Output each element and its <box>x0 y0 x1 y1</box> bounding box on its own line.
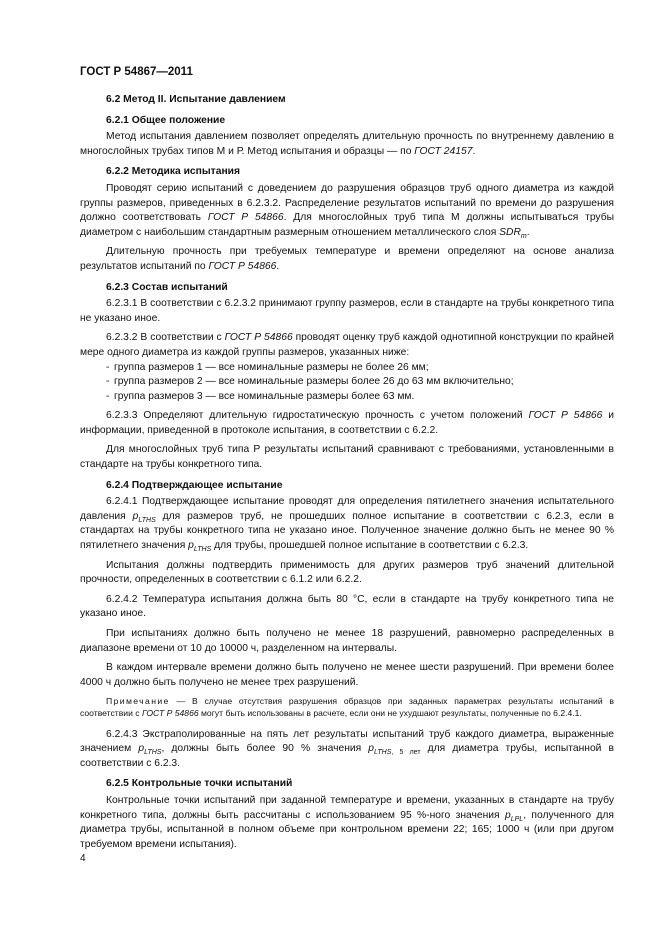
paragraph-6-2-5: Контрольные точки испытаний при заданной температуре и времени, указанных в стандарте на трубу конкретного типа, должны быть рассчитаны с использованием 95 %-ного значения $p_{LPL}$, полученного для диаметра трубы, испытанной в полном объеме при контрольном времени 22; 165; 1000 ч (или при другом требуемом времени испытания). <box>80 794 615 850</box>
note-label: Примечание <box>106 696 170 707</box>
paragraph-6-2-3-1: 6.2.3.1 В соответствии с 6.2.3.2 принимают группу размеров, если в стандарте на трубы конкретного типа не указано иное. <box>80 298 614 324</box>
subsection-title-6-2-3: 6.2.3 Состав испытаний <box>106 281 228 293</box>
standard-reference: ГОСТ Р 54866 <box>207 212 284 224</box>
paragraph-6-2-2-a: Проводят серию испытаний с доведением до разрушения образцов труб одного диаметра из каждой группы размеров, приведенных в 6.2.3.2. Распределение результатов испытаний по времени до разрушения должно соответствовать ГОСТ Р 54866. Для многослойных труб типа М должны испытываться трубы диаметром с наибольшим стандартным размерным отношением металлического слоя $SDR_m$. <box>80 182 614 240</box>
document-header: ГОСТ Р 54867—2011 <box>80 66 193 78</box>
list-item: - группа размеров 1 — все номинальные размеры не более 26 мм; <box>106 361 429 373</box>
standard-reference: ГОСТ Р 54866 <box>208 260 277 272</box>
standard-reference: ГОСТ 24157 <box>414 145 473 157</box>
paragraph-6-2-4-3: 6.2.4.3 Экстраполированные на пять лет результаты испытаний труб каждого диаметра, выраженные значением $p_{LTHS}$, должны быть более 90 % значения $p_{LTHS, 5 лет}$ для диаметра трубы, испытанной в соответствии с 6.2.3. <box>80 728 614 769</box>
standard-reference: ГОСТ Р 54866 <box>224 332 293 344</box>
subsection-title-6-2-2: 6.2.2 Методика испытания <box>106 166 240 178</box>
standard-reference: ГОСТ Р 54866 <box>528 410 603 422</box>
subsection-title-6-2-4: 6.2.4 Подтверждающее испытание <box>106 479 283 491</box>
list-item: - группа размеров 3 — все номинальные размеры более 63 мм. <box>106 390 415 402</box>
paragraph-6-2-4-p3: При испытаниях должно быть получено не менее 18 разрушений, равномерно распределенных в диапазоне времени от 10 до 10000 ч, разделенном на интервалы. <box>80 628 614 654</box>
paragraph-6-2-3-2: 6.2.3.2 В соответствии с ГОСТ Р 54866 проводят оценку труб каждой однотипной конструкции по крайней мере одного диаметра из каждой группы размеров, указанных ниже: <box>80 332 614 358</box>
section-heading-6-2: 6.2 Метод II. Испытание давлением <box>106 94 286 105</box>
paragraph-6-2-4-p4: В каждом интервале времени должно быть получено не менее шести разрушений. При времени более 4000 ч должно быть получено не менее трех разрушений. <box>80 662 614 688</box>
paragraph-6-2-3-3: 6.2.3.3 Определяют длительную гидростатическую прочность с учетом положений ГОСТ Р 54866 и информации, приведенной в протоколе испытания, в соответствии с 6.2.2. <box>80 410 615 436</box>
standard-reference: ГОСТ Р 54866 <box>141 707 199 718</box>
subsection-title-6-2-5: 6.2.5 Контрольные точки испытаний <box>106 778 293 790</box>
paragraph-6-2-1: Метод испытания давлением позволяет определять длительную прочность по внутреннему давлению в многослойных трубах типов М и Р. Метод испытания и образцы — по ГОСТ 24157. <box>80 131 614 157</box>
list-item: - группа размеров 2 — все номинальные размеры более 26 до 63 мм включительно; <box>106 376 514 388</box>
page-number: 4 <box>80 853 86 864</box>
note-block: Примечание — В случае отсутствия разрушения образцов при заданных параметрах результаты испытаний в соответствии с ГОСТ Р 54866 могут быть использованы в расчете, если они не ухудшают результаты, полученные по 6.2.4.1. <box>80 696 614 718</box>
paragraph-6-2-4-p2: Испытания должны подтвердить применимость для других размеров труб значений длительной прочности, определенных в соответствии с 6.1.2 или 6.2.2. <box>80 559 614 586</box>
subsection-title-6-2-1: 6.2.1 Общее положение <box>106 114 226 126</box>
paragraph-6-2-4-2: 6.2.4.2 Температура испытания должна быть 80 °С, если в стандарте на трубу конкретного типа не указано иное. <box>80 593 614 620</box>
paragraph-6-2-3-p: Для многослойных труб типа Р результаты испытаний сравнивают с требованиями, установленными в стандарте на трубы конкретного типа. <box>80 444 614 471</box>
paragraph-6-2-4-1: 6.2.4.1 Подтверждающее испытание проводят для определения пятилетнего значения испытательного давления $p_{LTHS}$ для размеров труб, не прошедших полное испытание в соответствии с 6.2.3, если в стандартах на трубы конкретного типа не указано иное. Полученное значение должно быть не менее 90 % пятилетнего значения $p_{LTHS}$ для трубы, прошедшей полное испытание в соответствии с 6.2.3. <box>80 496 614 554</box>
paragraph-6-2-2-b: Длительную прочность при требуемых температуре и времени определяют на основе анализа результатов испытаний по ГОСТ Р 54866. <box>80 246 614 272</box>
document-body <box>80 93 614 852</box>
sdr-symbol: SDR <box>499 226 521 238</box>
